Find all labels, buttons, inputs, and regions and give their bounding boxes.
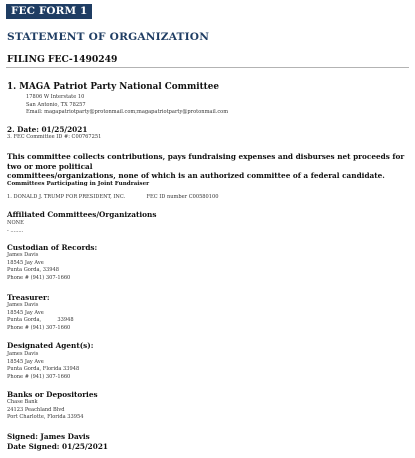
agent-details bbox=[7, 351, 79, 381]
joint-fundraiser-label: Committees Participating in Joint Fundraiser bbox=[7, 181, 150, 187]
address-line: 17806 W Interstate 10 bbox=[26, 94, 85, 100]
divider bbox=[6, 67, 409, 68]
bank-name: Chase Bank bbox=[7, 399, 38, 405]
filing-id: FILING FEC-1490249 bbox=[7, 54, 118, 65]
signed-by: Signed: James Davis bbox=[7, 432, 90, 441]
agent-heading: Designated Agent(s): bbox=[7, 341, 94, 350]
affiliated-dash: - ........ bbox=[7, 227, 24, 234]
treasurer-phone: Phone # (941) 307-1660 bbox=[7, 324, 71, 331]
treasurer-name: James Davis bbox=[7, 302, 39, 308]
fec-committee-id: 3. FEC Committee ID #: C00767251 bbox=[7, 134, 102, 140]
custodian-phone: Phone # (941) 307-1660 bbox=[7, 274, 71, 281]
affiliated-none: NONE bbox=[7, 220, 24, 226]
address-line: San Antonio, TX 78257 bbox=[26, 101, 86, 108]
treasurer-details bbox=[7, 302, 74, 332]
custodian-heading: Custodian of Records: bbox=[7, 243, 98, 252]
agent-city: Punta Gorda, Florida 33948 bbox=[7, 366, 80, 373]
bank-details bbox=[7, 399, 84, 422]
bank-street: 24123 Peachland Blvd bbox=[7, 406, 65, 413]
bank-city: Port Charlotte, Florida 33954 bbox=[7, 414, 84, 421]
affiliated-heading: Affiliated Committees/Organizations bbox=[7, 210, 157, 219]
committee-address bbox=[26, 94, 228, 117]
agent-phone: Phone # (941) 307-1660 bbox=[7, 373, 71, 380]
treasurer-street: 18545 Jay Ave bbox=[7, 309, 44, 316]
custodian-city: Punta Gorda, 33948 bbox=[7, 267, 60, 274]
statement-line: This committee collects contributions, pays fundraising expenses and disburses net proceeds for two or more political bbox=[7, 152, 405, 171]
committee-statement bbox=[7, 152, 407, 181]
participant-row bbox=[7, 194, 219, 202]
treasurer-heading: Treasurer: bbox=[7, 293, 50, 302]
form-badge: FEC FORM 1 bbox=[6, 4, 92, 19]
custodian-details bbox=[7, 252, 70, 282]
agent-street: 18545 Jay Ave bbox=[7, 358, 44, 365]
participant-name: 1. DONALD J. TRUMP FOR PRESIDENT, INC. bbox=[7, 194, 126, 200]
committee-name-heading: 1. MAGA Patriot Party National Committee bbox=[7, 82, 219, 92]
date-heading: 2. Date: 01/25/2021 bbox=[7, 125, 88, 134]
treasurer-city: Punta Gorda, 33948 bbox=[7, 317, 74, 324]
affiliated-value bbox=[7, 220, 24, 235]
banks-heading: Banks or Depositories bbox=[7, 390, 98, 399]
custodian-street: 18545 Jay Ave bbox=[7, 259, 44, 266]
participant-fec-id: FEC ID number C00580100 bbox=[146, 194, 219, 200]
statement-line: committees/organizations, none of which is an authorized committee of a federal candidate. bbox=[7, 171, 385, 181]
committee-email: Email: magapatriotparty@protonmail.com;magapatriotparty@protonmail.com bbox=[26, 109, 229, 116]
agent-name: James Davis bbox=[7, 351, 39, 357]
page-title: STATEMENT OF ORGANIZATION bbox=[7, 31, 210, 43]
date-signed: Date Signed: 01/25/2021 bbox=[7, 442, 108, 451]
custodian-name: James Davis bbox=[7, 252, 39, 258]
